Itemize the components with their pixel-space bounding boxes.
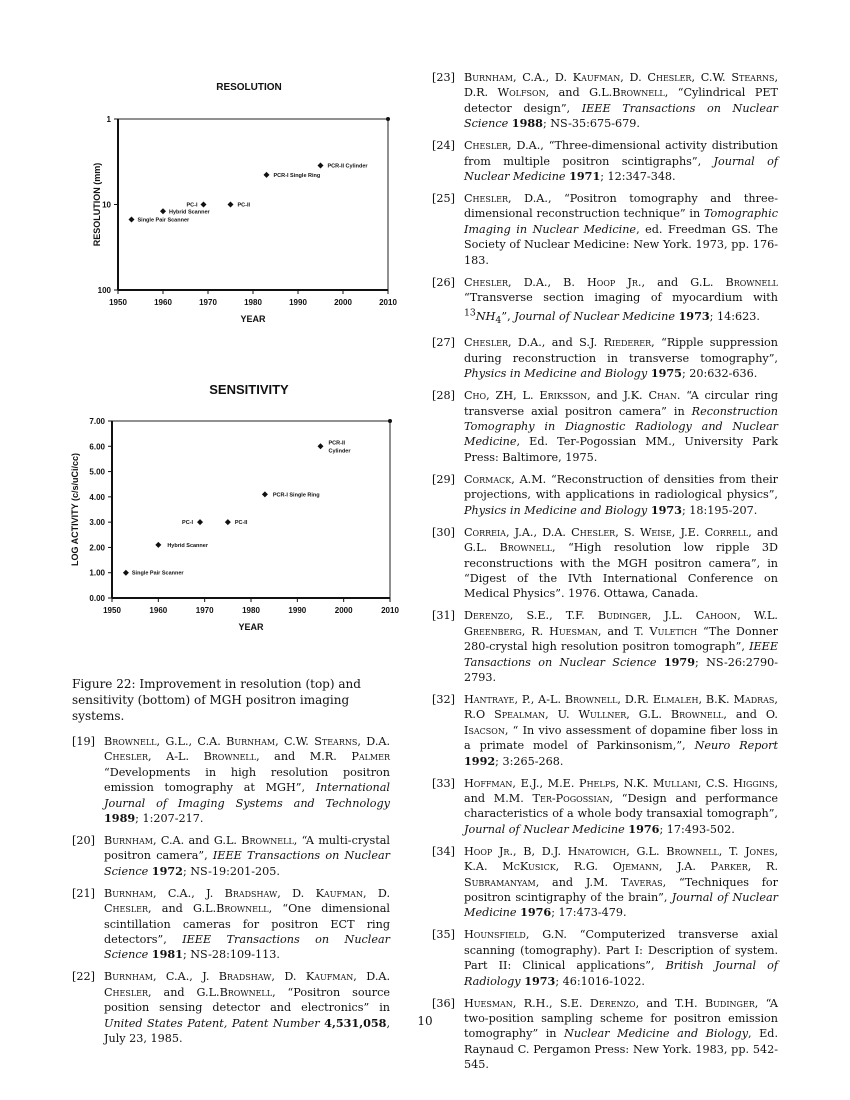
data-point-label: PC-II (234, 520, 248, 527)
x-tick-label: 1990 (289, 298, 307, 307)
data-point-label: PC-II (237, 202, 251, 209)
reference-text: Hoffman, E.J., M.E. Phelps, N.K. Mullani, C.S. Higgins, and M.M. Ter-Pogossian, “Design and performance characteristics of a whole body transaxial tomograph”, Journal of Nuclear Medicine 1976; 17:493-502. (464, 776, 778, 836)
reference-entry (432, 388, 778, 465)
y-tick-label: 1.00 (89, 568, 105, 578)
reference-text: Chesler, D.A., “Three-dimensional activity distribution from multiple positron scintigraphs”, Journal of Nuclear Medicine 1971; 12:347-348. (464, 139, 778, 184)
reference-entry (432, 275, 778, 329)
reference-entry (432, 335, 778, 381)
reference-entry (432, 525, 778, 602)
x-tick-label: 2010 (379, 298, 397, 307)
reference-number: [28] (432, 389, 455, 403)
y-tick-label: 2.00 (89, 543, 105, 553)
reference-text: Cho, ZH, L. Eriksson, and J.K. Chan. “A circular ring transverse axial positron camera” in Reconstruction Tomography in Diagnostic Radiology and Nuclear Medicine, Ed. Ter-Pogossian MM., University Park Press: Baltimore, 1975. (464, 389, 778, 464)
x-tick-label: 2000 (334, 606, 353, 615)
reference-text: Brownell, G.L., C.A. Burnham, C.W. Stearns, D.A. Chesler, A-L. Brownell, and M.R. Palmer “Developments in high resolution positron emission tomography at MGH”, International Journal of Imaging Systems and Technology 1989; 1:207-217. (104, 735, 391, 826)
reference-entry (72, 969, 390, 1046)
reference-number: [33] (432, 776, 455, 790)
reference-text: Burnham, C.A. and G.L. Brownell, “A multi-crystal positron camera”, IEEE Transactions on Nuclear Science 1972; NS-19:201-205. (104, 834, 390, 878)
y-tick-label: 4.00 (89, 492, 105, 502)
data-point-label: PCR-II Cylinder (327, 163, 368, 170)
reference-number: [36] (432, 996, 455, 1010)
figure-caption: Figure 22: Improvement in resolution (top) and sensitivity (bottom) of MGH positron imaging systems. (72, 677, 361, 723)
data-point-label: Cylinder (328, 448, 351, 455)
y-tick-label: 100 (97, 286, 111, 295)
reference-entry (432, 844, 778, 921)
data-point-label: Single Pair Scanner (137, 217, 190, 224)
reference-entry (72, 833, 390, 879)
x-axis-label: YEAR (238, 622, 264, 632)
reference-text: Derenzo, S.E., T.F. Budinger, J.L. Cahoon, W.L. Greenberg, R. Huesman, and T. Vuletich “The Donner 280-crystal high resolution positron tomograph”, IEEE Tansactions on Nuclear Science 1979; NS-26:2790-2793. (464, 609, 778, 684)
data-point-label: PCR-II (328, 440, 345, 447)
reference-number: [27] (432, 336, 455, 350)
reference-entry (72, 734, 390, 826)
references-right-column (432, 70, 778, 1079)
data-point-label: PC-I (182, 520, 194, 527)
sensitivity-chart-title: SENSITIVITY (209, 382, 289, 397)
reference-text: Cormack, A.M. “Reconstruction of densities from their projections, with applications in radiological physics”, Physics in Medicine and Biology 1973; 18:195-207. (464, 472, 778, 517)
y-tick-label: 0.00 (89, 594, 105, 603)
x-tick-label: 1960 (154, 298, 172, 307)
reference-text: Burnham, C.A., J. Bradshaw, D. Kaufman, D.A. Chesler, and G.L.Brownell, “Positron source position sensing detector and electronics” in United States Patent, Patent Number 4,531,058, July 23, 1985. (104, 970, 391, 1046)
data-point-label: PCR-I Single Ring (272, 492, 320, 499)
reference-entry (432, 927, 778, 989)
reference-entry (432, 996, 778, 1073)
reference-number: [19] (72, 735, 95, 748)
y-tick-label: 5.00 (89, 467, 105, 477)
reference-number: [35] (432, 928, 455, 942)
reference-text: Chesler, D.A., and S.J. Riederer, “Ripple suppression during reconstruction in transverse tomography”, Physics in Medicine and Biology 1975; 20:632-636. (464, 336, 778, 381)
data-point (155, 542, 161, 548)
data-point (318, 443, 324, 449)
reference-number: [21] (72, 886, 95, 900)
x-tick-label: 1950 (103, 606, 121, 615)
reference-number: [31] (432, 609, 455, 623)
reference-text: Chesler, D.A., “Positron tomography and three-dimensional reconstruction technique” in Tomographic Imaging in Nuclear Medicine, ed. Freedman GS. The Society of Nuclear Medicine: New York. 1973, pp. 176-183. (464, 192, 779, 267)
reference-text: Burnham, C.A., D. Kaufman, D. Chesler, C.W. Stearns, D.R. Wolfson, and G.L.Brownell, “Cylindrical PET detector design”, IEEE Transactions on Nuclear Science 1988; NS-35:675-679. (464, 71, 779, 131)
resolution-chart-title: RESOLUTION (216, 82, 282, 93)
data-point-label: PCR-I Single Ring (273, 172, 321, 179)
reference-entry (432, 776, 778, 838)
reference-number: [23] (432, 71, 455, 84)
reference-number: [32] (432, 692, 455, 706)
reference-number: [30] (432, 525, 455, 539)
reference-text: Correia, J.A., D.A. Chesler, S. Weise, J.E. Correll, and G.L. Brownell, “High resolution low ripple 3D reconstructions with the MGH positron camera”, in “Digest of the IVth International Conference on Medical Physics”. 1976. Ottawa, Canada. (464, 525, 778, 601)
x-tick-label: 1990 (288, 606, 307, 615)
y-tick-label: 10 (102, 200, 111, 210)
data-point-label: PC-I (186, 202, 198, 209)
reference-text: Burnham, C.A., J. Bradshaw, D. Kaufman, D. Chesler, and G.L.Brownell, “One dimensional scintillation cameras for positron ECT ring detectors”, IEEE Transactions on Nuclear Science 1981; NS-28:109-113. (104, 886, 391, 962)
data-point (225, 519, 231, 525)
reference-number: [24] (432, 139, 455, 153)
references-left-column (72, 734, 390, 1053)
x-tick-label: 1980 (244, 298, 262, 307)
reference-entry (432, 472, 778, 518)
y-axis-label: RESOLUTION (mm) (92, 162, 102, 247)
x-tick-label: 1960 (149, 606, 168, 615)
reference-text: Chesler, D.A., B. Hoop Jr., and G.L. Brownell “Transverse section imaging of myocardium with $^{13}NH_4$”, Journal of Nuclear Medicine 1973; 14:623. (464, 275, 778, 327)
x-tick-label: 2010 (381, 606, 399, 615)
reference-entry (432, 692, 778, 769)
reference-number: [29] (432, 472, 455, 486)
x-tick-label: 1950 (109, 298, 127, 307)
reference-text: Hounsfield, G.N. “Computerized transverse axial scanning (tomography). Part I: Description of system. Part II: Clinical applications”, British Journal of Radiology 1973; 46:1016-1022. (464, 928, 778, 988)
y-tick-label: 6.00 (89, 442, 105, 452)
x-axis-label: YEAR (240, 314, 266, 324)
reference-text: Hantraye, P., A-L. Brownell, D.R. Elmaleh, B.K. Madras, R.O Spealman, U. Wullner, G.L. Brownell, and O. Isacson, “ In vivo assessment of dopamine fiber loss in a primate model of Parkinsonism,”, Neuro Report 1992; 3:265-268. (464, 692, 779, 768)
y-tick-label: 7.00 (89, 417, 105, 426)
x-tick-label: 2000 (334, 298, 352, 307)
reference-number: [26] (432, 275, 455, 289)
data-point (123, 570, 129, 576)
reference-number: [25] (432, 192, 455, 206)
reference-entry (432, 70, 778, 132)
reference-text: Hoop Jr., B, D.J. Hnatowich, G.L. Brownell, T. Jones, K.A. McKusick, R.G. Ojemann, J.A. Parker, R. Subramanyam, and J.M. Taveras, “Techniques for positron scintigraphy of the brain”, Journal of Nuclear Medicine 1976; 17:473-479. (464, 844, 779, 920)
reference-entry (72, 886, 390, 963)
corner-marker (388, 419, 392, 423)
data-point (262, 491, 268, 497)
x-tick-label: 1980 (242, 606, 260, 615)
x-tick-label: 1970 (195, 606, 214, 615)
data-point-label: Hybrid Scanner (167, 542, 208, 549)
reference-number: [20] (72, 834, 95, 848)
y-tick-label: 1 (106, 115, 111, 124)
reference-entry (432, 138, 778, 184)
page-number: 10 (417, 1014, 433, 1028)
data-point-label: Hybrid Scanner (169, 209, 210, 216)
x-tick-label: 1970 (199, 298, 217, 307)
reference-number: [34] (432, 844, 455, 858)
data-point (197, 519, 203, 525)
y-axis-label: LOG ACTIVITY (c/s/uCi/cc) (70, 452, 80, 567)
reference-text: Huesman, R.H., S.E. Derenzo, and T.H. Budinger, “A two-position sampling scheme for positron emission tomography” in Nuclear Medicine and Biology, Ed. Raynaud C. Pergamon Press: New York. 1983, pp. 542-545. (464, 996, 779, 1072)
reference-number: [22] (72, 970, 95, 984)
y-tick-label: 3.00 (89, 518, 105, 528)
reference-entry (432, 191, 778, 268)
data-point-label: Single Pair Scanner (131, 570, 184, 577)
reference-entry (432, 608, 778, 685)
